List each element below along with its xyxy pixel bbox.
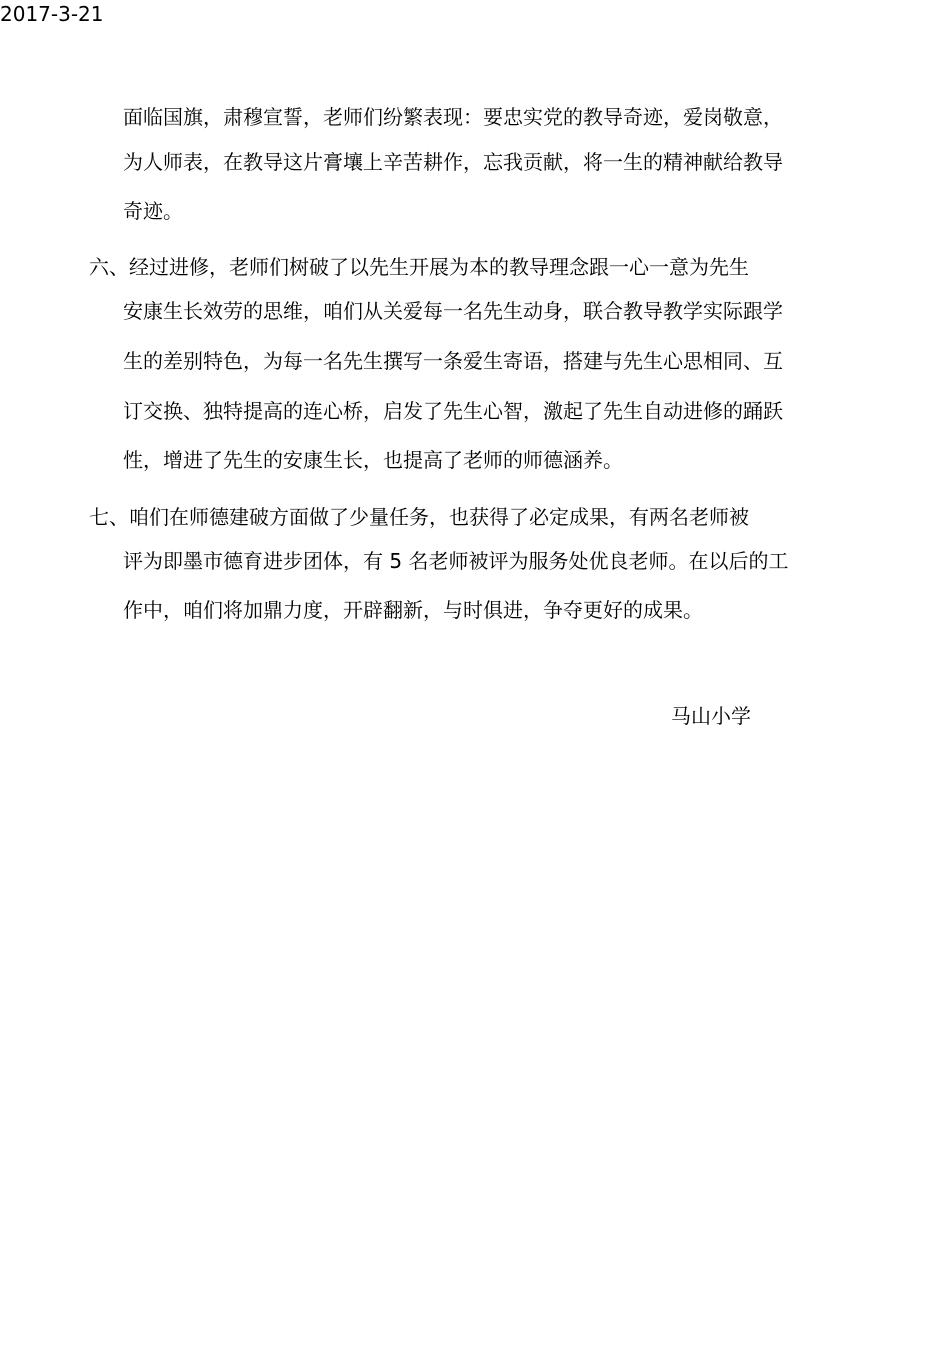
text-line: 订交换、独特提高的连心桥，启发了先生心智，激起了先生自动进修的踊跃 [123, 399, 783, 423]
text-line: 作中，咱们将加鼎力度，开辟翻新，与时俱进，争夺更好的成果。 [123, 598, 703, 622]
text-line: 六、经过进修，老师们树破了以先生开展为本的教导理念跟一心一意为先生 [89, 255, 749, 279]
text-line: 生的差别特色，为每一名先生撰写一条爱生寄语，搭建与先生心思相同、互 [123, 349, 783, 373]
text-line: 面临国旗，肃穆宣誓，老师们纷繁表现：要忠实党的教导奇迹，爱岗敬意， [123, 105, 783, 129]
page-date: 2017-3-21 [0, 2, 104, 26]
text-line: 性，增进了先生的安康生长，也提高了老师的师德涵养。 [123, 448, 623, 472]
text-line: 为人师表，在教导这片膏壤上辛苦耕作，忘我贡献，将一生的精神献给教导 [123, 150, 783, 174]
text-line: 奇迹。 [123, 199, 183, 223]
signature: 马山小学 [671, 704, 751, 728]
text-line: 评为即墨市德育进步团体，有 5 名老师被评为服务处优良老师。在以后的工 [123, 549, 789, 573]
text-line: 安康生长效劳的思维，咱们从关爱每一名先生动身，联合教导教学实际跟学 [123, 299, 783, 323]
text-line: 七、咱们在师德建破方面做了少量任务，也获得了必定成果，有两名老师被 [89, 505, 749, 529]
